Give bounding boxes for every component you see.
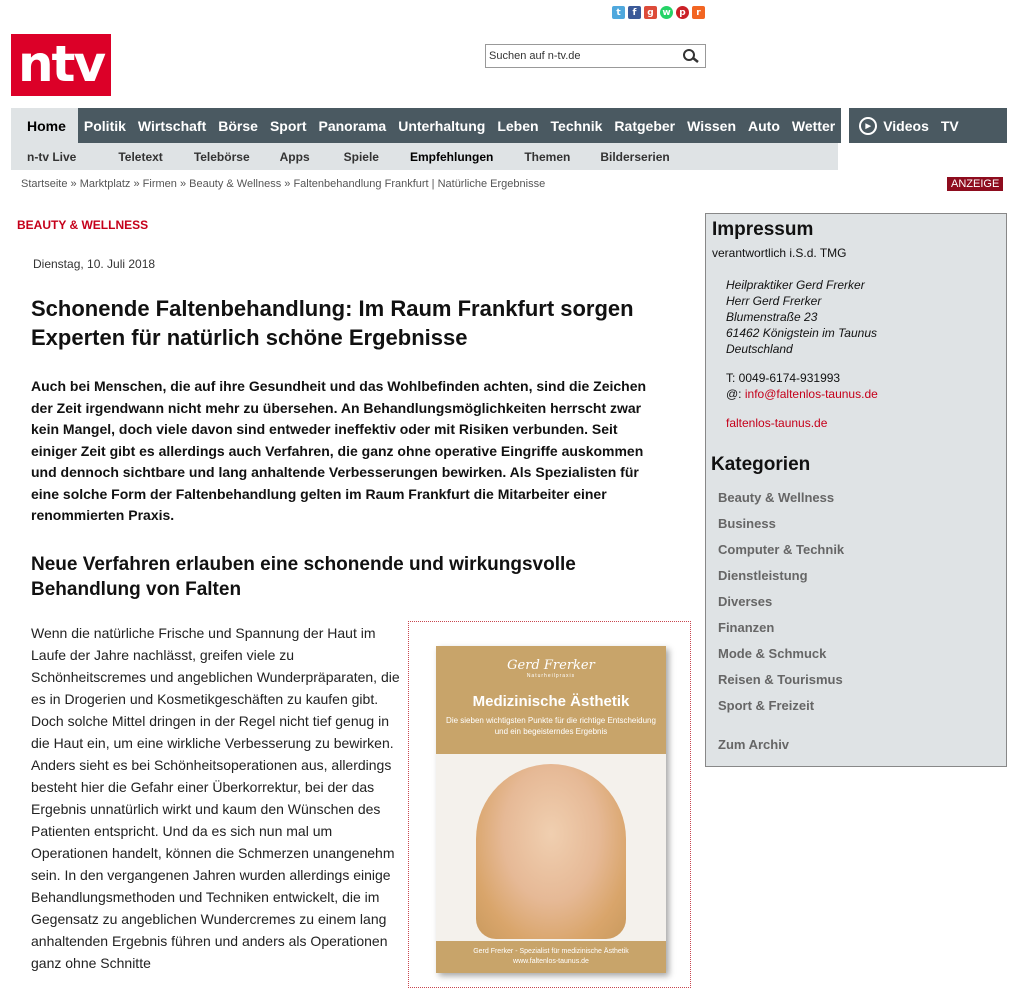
book-brand: Gerd Frerker [507, 658, 595, 673]
kategorie-business[interactable]: Business [718, 516, 776, 531]
nav-tv[interactable]: TV [940, 117, 959, 134]
zum-archiv-link[interactable]: Zum Archiv [718, 737, 790, 752]
subnav-empfehlungen[interactable]: Empfehlungen [409, 149, 494, 164]
twitter-icon[interactable]: t [612, 6, 625, 19]
nav-unterhaltung[interactable]: Unterhaltung [398, 117, 486, 134]
impressum-block [712, 245, 878, 431]
impressum-country: Deutschland [726, 342, 793, 356]
rss-icon[interactable]: r [692, 6, 705, 19]
main-navigation [11, 108, 1007, 143]
kategorien-heading: Kategorien [711, 454, 811, 475]
article-subheading: Neue Verfahren erlauben eine schonende und wirkungsvolle Behandlung von Falten [31, 554, 576, 600]
kategorie-sport-freizeit[interactable]: Sport & Freizeit [718, 698, 815, 713]
nav-sport[interactable]: Sport [269, 117, 307, 134]
nav-panorama[interactable]: Panorama [318, 117, 387, 134]
subnav-ntv-live[interactable]: n-tv Live [27, 149, 77, 164]
play-icon: ▶ [859, 117, 877, 135]
article-title: Schonende Faltenbehandlung: Im Raum Frankfurt sorgen Experten für natürlich schöne Ergebnisse [31, 296, 634, 350]
breadcrumb[interactable]: Startseite » Marktplatz » Firmen » Beauty & Wellness » Faltenbehandlung Frankfurt | Natürliche Ergebnisse [21, 178, 546, 190]
search-input[interactable] [486, 50, 677, 62]
subnav-teleboerse[interactable]: Telebörse [193, 149, 250, 164]
search-box [485, 44, 706, 68]
ebook-ad[interactable] [408, 621, 691, 988]
woman-portrait-image [476, 764, 626, 939]
article-lead: Auch bei Menschen, die auf ihre Gesundheit und das Wohlbefinden achten, sind die Zeichen der Zeit irgendwann nicht mehr zu übersehen. An Behandlungsmöglichkeiten herrscht zwar kein Mangel, doch viele davon sind entweder ineffektiv oder mit Risiken verbunden. Seit einiger Zeit gibt es allerdings auch Verfahren, die ganz ohne operative Eingriffe auskommen und dennoch sichtbare und lang anhaltende Verbesserungen bewirken. Als Spezialisten für eine solche Form der Faltenbehandlung gelten im Raum Frankfurt die Mitarbeiter einer renommierten Praxis. [31, 378, 647, 523]
kategorien-list [718, 488, 844, 761]
search-icon[interactable] [677, 45, 705, 67]
kategorie-computer-technik[interactable]: Computer & Technik [718, 542, 845, 557]
book-brand-sub: Naturheilpraxis [526, 673, 576, 679]
anzeige-badge: ANZEIGE [947, 177, 1003, 191]
article-body: Wenn die natürliche Frische und Spannung der Haut im Laufe der Jahre nachlässt, greifen viele zu Schönheitscremes und angeblichen Wunderpräparaten, die es in Drogerien und Kosmetikgeschäften zu kaufen gibt. Doch solche Mittel dringen in der Regel nicht tief genug in die Haut ein, um eine wirkliche Verbesserung zu bewirken. Anders sieht es bei Schönheitsoperationen aus, allerdings besteht hier die Gefahr einer Überkorrektur, bei der das Ergebnis unnatürlich wirkt und kaum den Wünschen des Patienten entspricht. Und da es sich nun mal um Operationen handelt, können die Schmerzen unangenehm sein. In den vergangenen Jahren wurden allerdings einige Behandlungsmethoden und Techniken entwickelt, die im Gegensatz zu angeblichen Wundercremes zu einem lang anhaltenden Ergebnis führen und anders als Operationen ganz ohne Schnitte [31, 625, 400, 971]
nav-auto[interactable]: Auto [748, 117, 780, 134]
ebook-cover [436, 646, 666, 973]
impressum-street: Blumenstraße 23 [726, 310, 818, 324]
book-subtitle: Die sieben wichtigsten Punkte für die richtige Entscheidung und ein begeisterndes Ergebnis [446, 716, 656, 736]
nav-wetter[interactable]: Wetter [791, 117, 836, 134]
nav-videos-label: Videos [883, 117, 929, 134]
pinterest-icon[interactable]: p [676, 6, 689, 19]
kategorie-beauty-wellness[interactable]: Beauty & Wellness [718, 490, 835, 505]
impressum-phone: T: 0049-6174-931993 [726, 371, 841, 385]
nav-leben[interactable]: Leben [497, 117, 539, 134]
nav-wirtschaft[interactable]: Wirtschaft [137, 117, 207, 134]
subnav-teletext[interactable]: Teletext [118, 149, 163, 164]
kategorie-diverses[interactable]: Diverses [718, 594, 773, 609]
impressum-responsible: verantwortlich i.S.d. TMG [712, 246, 847, 260]
kategorie-finanzen[interactable]: Finanzen [718, 620, 775, 635]
article-category[interactable]: BEAUTY & WELLNESS [17, 218, 149, 232]
sidebar [705, 213, 1007, 767]
nav-videos[interactable] [849, 108, 935, 143]
nav-home[interactable]: Home [11, 108, 78, 143]
subnav-spiele[interactable]: Spiele [343, 149, 379, 164]
impressum-city: 61462 Königstein im Taunus [726, 326, 877, 340]
googleplus-icon[interactable]: g [644, 6, 657, 19]
social-share-bar [612, 6, 705, 19]
sub-navigation [11, 143, 838, 170]
kategorie-mode-schmuck[interactable]: Mode & Schmuck [718, 646, 827, 661]
impressum-heading: Impressum [712, 219, 814, 240]
subnav-apps[interactable]: Apps [279, 149, 310, 164]
book-title: Medizinische Ästhetik [472, 693, 630, 710]
subnav-bilderserien[interactable]: Bilderserien [600, 149, 670, 164]
email-prefix: @: [726, 387, 745, 401]
whatsapp-icon[interactable]: w [660, 6, 673, 19]
ntv-logo[interactable]: ntv [11, 34, 111, 96]
book-footer-url: www.faltenlos-taunus.de [513, 958, 589, 965]
impressum-email-link[interactable]: info@faltenlos-taunus.de [744, 387, 878, 401]
impressum-name1: Heilpraktiker Gerd Frerker [726, 278, 865, 292]
kategorie-reisen-tourismus[interactable]: Reisen & Tourismus [718, 672, 843, 687]
nav-divider [841, 108, 849, 143]
nav-wissen[interactable]: Wissen [687, 117, 736, 134]
nav-ratgeber[interactable]: Ratgeber [614, 117, 676, 134]
nav-politik[interactable]: Politik [83, 117, 126, 134]
nav-technik[interactable]: Technik [550, 117, 603, 134]
impressum-name2: Herr Gerd Frerker [726, 294, 822, 308]
subnav-themen[interactable]: Themen [524, 149, 571, 164]
impressum-website-link[interactable]: faltenlos-taunus.de [726, 416, 828, 430]
impressum-email-line [726, 386, 878, 402]
article-date: Dienstag, 10. Juli 2018 [33, 257, 156, 271]
facebook-icon[interactable]: f [628, 6, 641, 19]
kategorie-dienstleistung[interactable]: Dienstleistung [718, 568, 808, 583]
nav-boerse[interactable]: Börse [218, 117, 258, 134]
book-footer-line: Gerd Frerker - Spezialist für medizinische Ästhetik [473, 948, 629, 955]
